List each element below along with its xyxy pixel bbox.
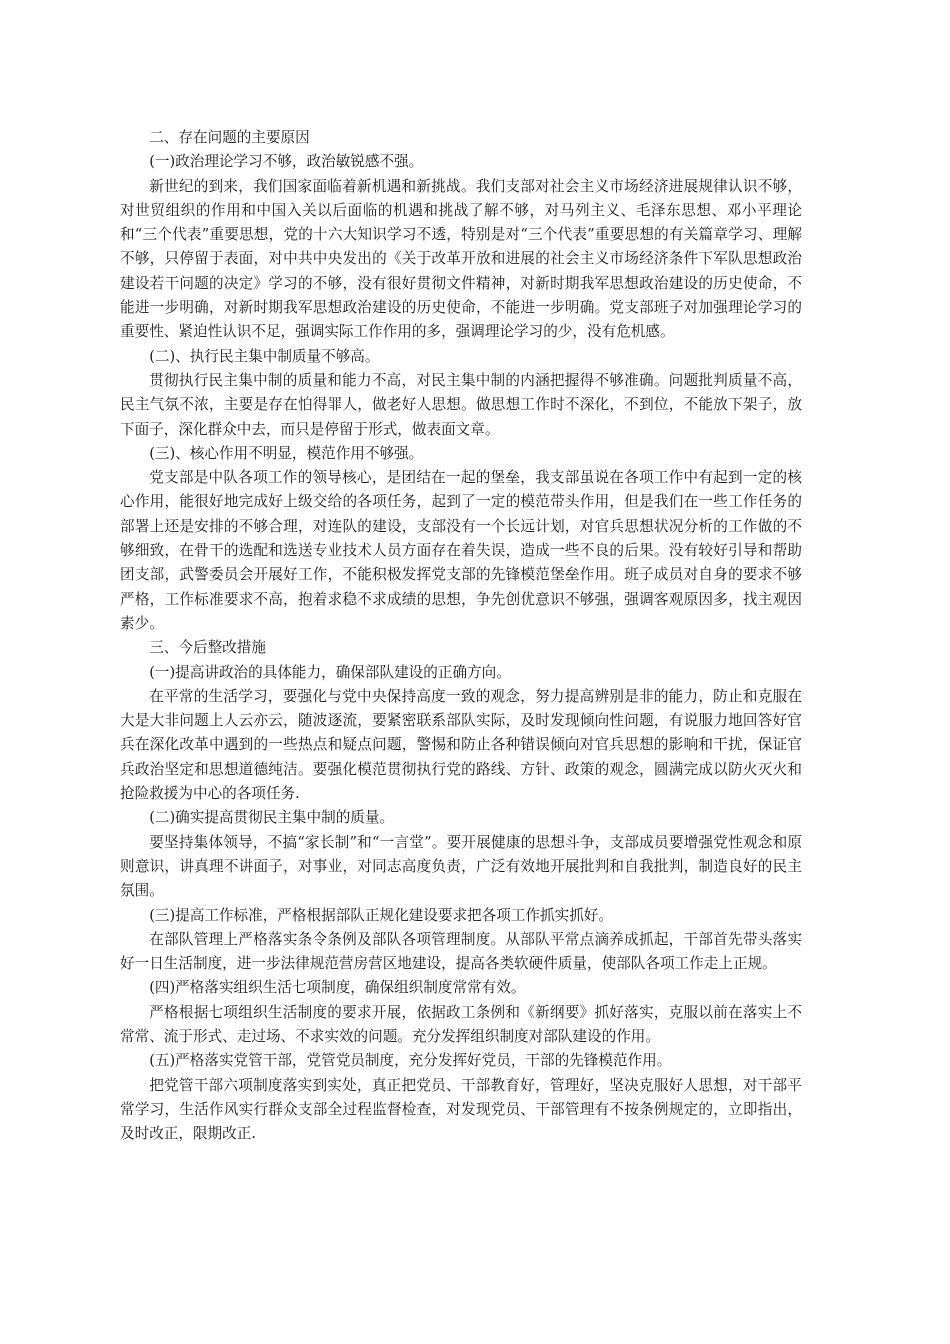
- subsection-heading: (一)政治理论学习不够，政治敏锐感不强。: [149, 153, 424, 171]
- document-body: [120, 126, 802, 1146]
- body-paragraph: 在平常的生活学习，要强化与党中央保持高度一致的观念，努力提高辨别是非的能力，防止和克服在大是大非问题上人云亦云，随波逐流，要紧密联系部队实际，及时发现倾向性问题，有说服力地回答好官兵在深化改革中遇到的一些热点和疑点问题，警惕和防止各种错误倾向对官兵思想的影响和干扰，保证官兵政治坚定和思想道德纯洁。要强化模范贯彻执行党的路线、方针、政策的观念，圆满完成以防火灭火和抢险救援为中心的各项任务.: [120, 687, 802, 803]
- section-heading: 二、存在问题的主要原因: [149, 129, 310, 146]
- section-heading: 三、今后整改措施: [149, 639, 266, 657]
- subsection-heading: (四)严格落实组织生活七项制度，确保组织制度常常有效。: [149, 979, 526, 997]
- body-paragraph: 在部队管理上严格落实条令条例及部队各项管理制度。从部队平常点滴养成抓起，干部首先带头落实好一日生活制度，进一步法律规范营房营区地建设，提高各类软硬件质量，使部队各项工作走上正规。: [120, 930, 802, 973]
- body-paragraph: 把党管干部六项制度落实到实处，真正把党员、干部教育好，管理好，坚决克服好人思想，对干部平常学习，生活作风实行群众支部全过程监督检查，对发现党员、干部管理有不按条例规定的，立即指出，及时改正，限期改正.: [120, 1076, 802, 1143]
- subsection-heading: (一)提高讲政治的具体能力，确保部队建设的正确方向。: [149, 663, 511, 681]
- subsection-heading: (二)确实提高贯彻民主集中制的质量。: [149, 809, 395, 827]
- body-paragraph: 要坚持集体领导，不搞“家长制”和“一言堂”。要开展健康的思想斗争，支部成员要增强党性观念和原则意识，讲真理不讲面子，对事业，对同志高度负责，广泛有效地开展批判和自我批判，制造良好的民主氛围。: [120, 833, 802, 900]
- subsection-heading: (五)严格落实党管干部，党管党员制度，充分发挥好党员，干部的先锋模范作用。: [149, 1052, 672, 1070]
- subsection-heading: (三)、核心作用不明显，模范作用不够强。: [149, 444, 424, 462]
- body-paragraph: 新世纪的到来，我们国家面临着新机遇和新挑战。我们支部对社会主义市场经济进展规律认识不够，对世贸组织的作用和中国入关以后面临的机遇和挑战了解不够，对马列主义、毛泽东思想、邓小平理论和“三个代表”重要思想，党的十六大知识学习不透，特别是对“三个代表”重要思想的有关篇章学习、理解不够，只停留于表面，对中共中央发出的《关于改革开放和进展的社会主义市场经济条件下军队思想政治建设若干问题的决定》学习的不够，没有很好贯彻文件精神，对新时期我军思想政治建设的历史使命，不能进一步明确，对新时期我军思想政治建设的历史使命，不能进一步明确。党支部班子对加强理论学习的重要性、紧迫性认识不足，强调实际工作作用的多，强调理论学习的少，没有危机感。: [120, 177, 802, 341]
- subsection-heading: (二)、执行民主集中制质量不够高。: [149, 347, 380, 365]
- body-paragraph: 党支部是中队各项工作的领导核心，是团结在一起的堡垒，我支部虽说在各项工作中有起到一定的核心作用，能很好地完成好上级交给的各项任务，起到了一定的模范带头作用，但是我们在一些工作任务的部署上还是安排的不够合理，对连队的建设，支部没有一个长远计划，对官兵思想状况分析的工作做的不够细致，在骨干的选配和选送专业技术人员方面存在着失误，造成一些不良的后果。没有较好引导和帮助团支部，武警委员会开展好工作，不能积极发挥党支部的先锋模范堡垒作用。班子成员对自身的要求不够严格，工作标准要求不高，抱着求稳不求成绩的思想，争先创优意识不够强，强调客观原因多，找主观因素少。: [120, 469, 802, 632]
- subsection-heading: (三)提高工作标准，严格根据部队正规化建设要求把各项工作抓实抓好。: [149, 906, 613, 924]
- body-paragraph: 严格根据七项组织生活制度的要求开展，依据政工条例和《新纲要》抓好落实，克服以前在落实上不常常、流于形式、走过场、不求实效的问题。充分发挥组织制度对部队建设的作用。: [120, 1003, 802, 1045]
- body-paragraph: 贯彻执行民主集中制的质量和能力不高，对民主集中制的内涵把握得不够准确。问题批判质量不高，民主气氛不浓，主要是存在怕得罪人，做老好人思想。做思想工作时不深化，不到位，不能放下架子，放下面子，深化群众中去，而只是停留于形式，做表面文章。: [120, 371, 802, 438]
